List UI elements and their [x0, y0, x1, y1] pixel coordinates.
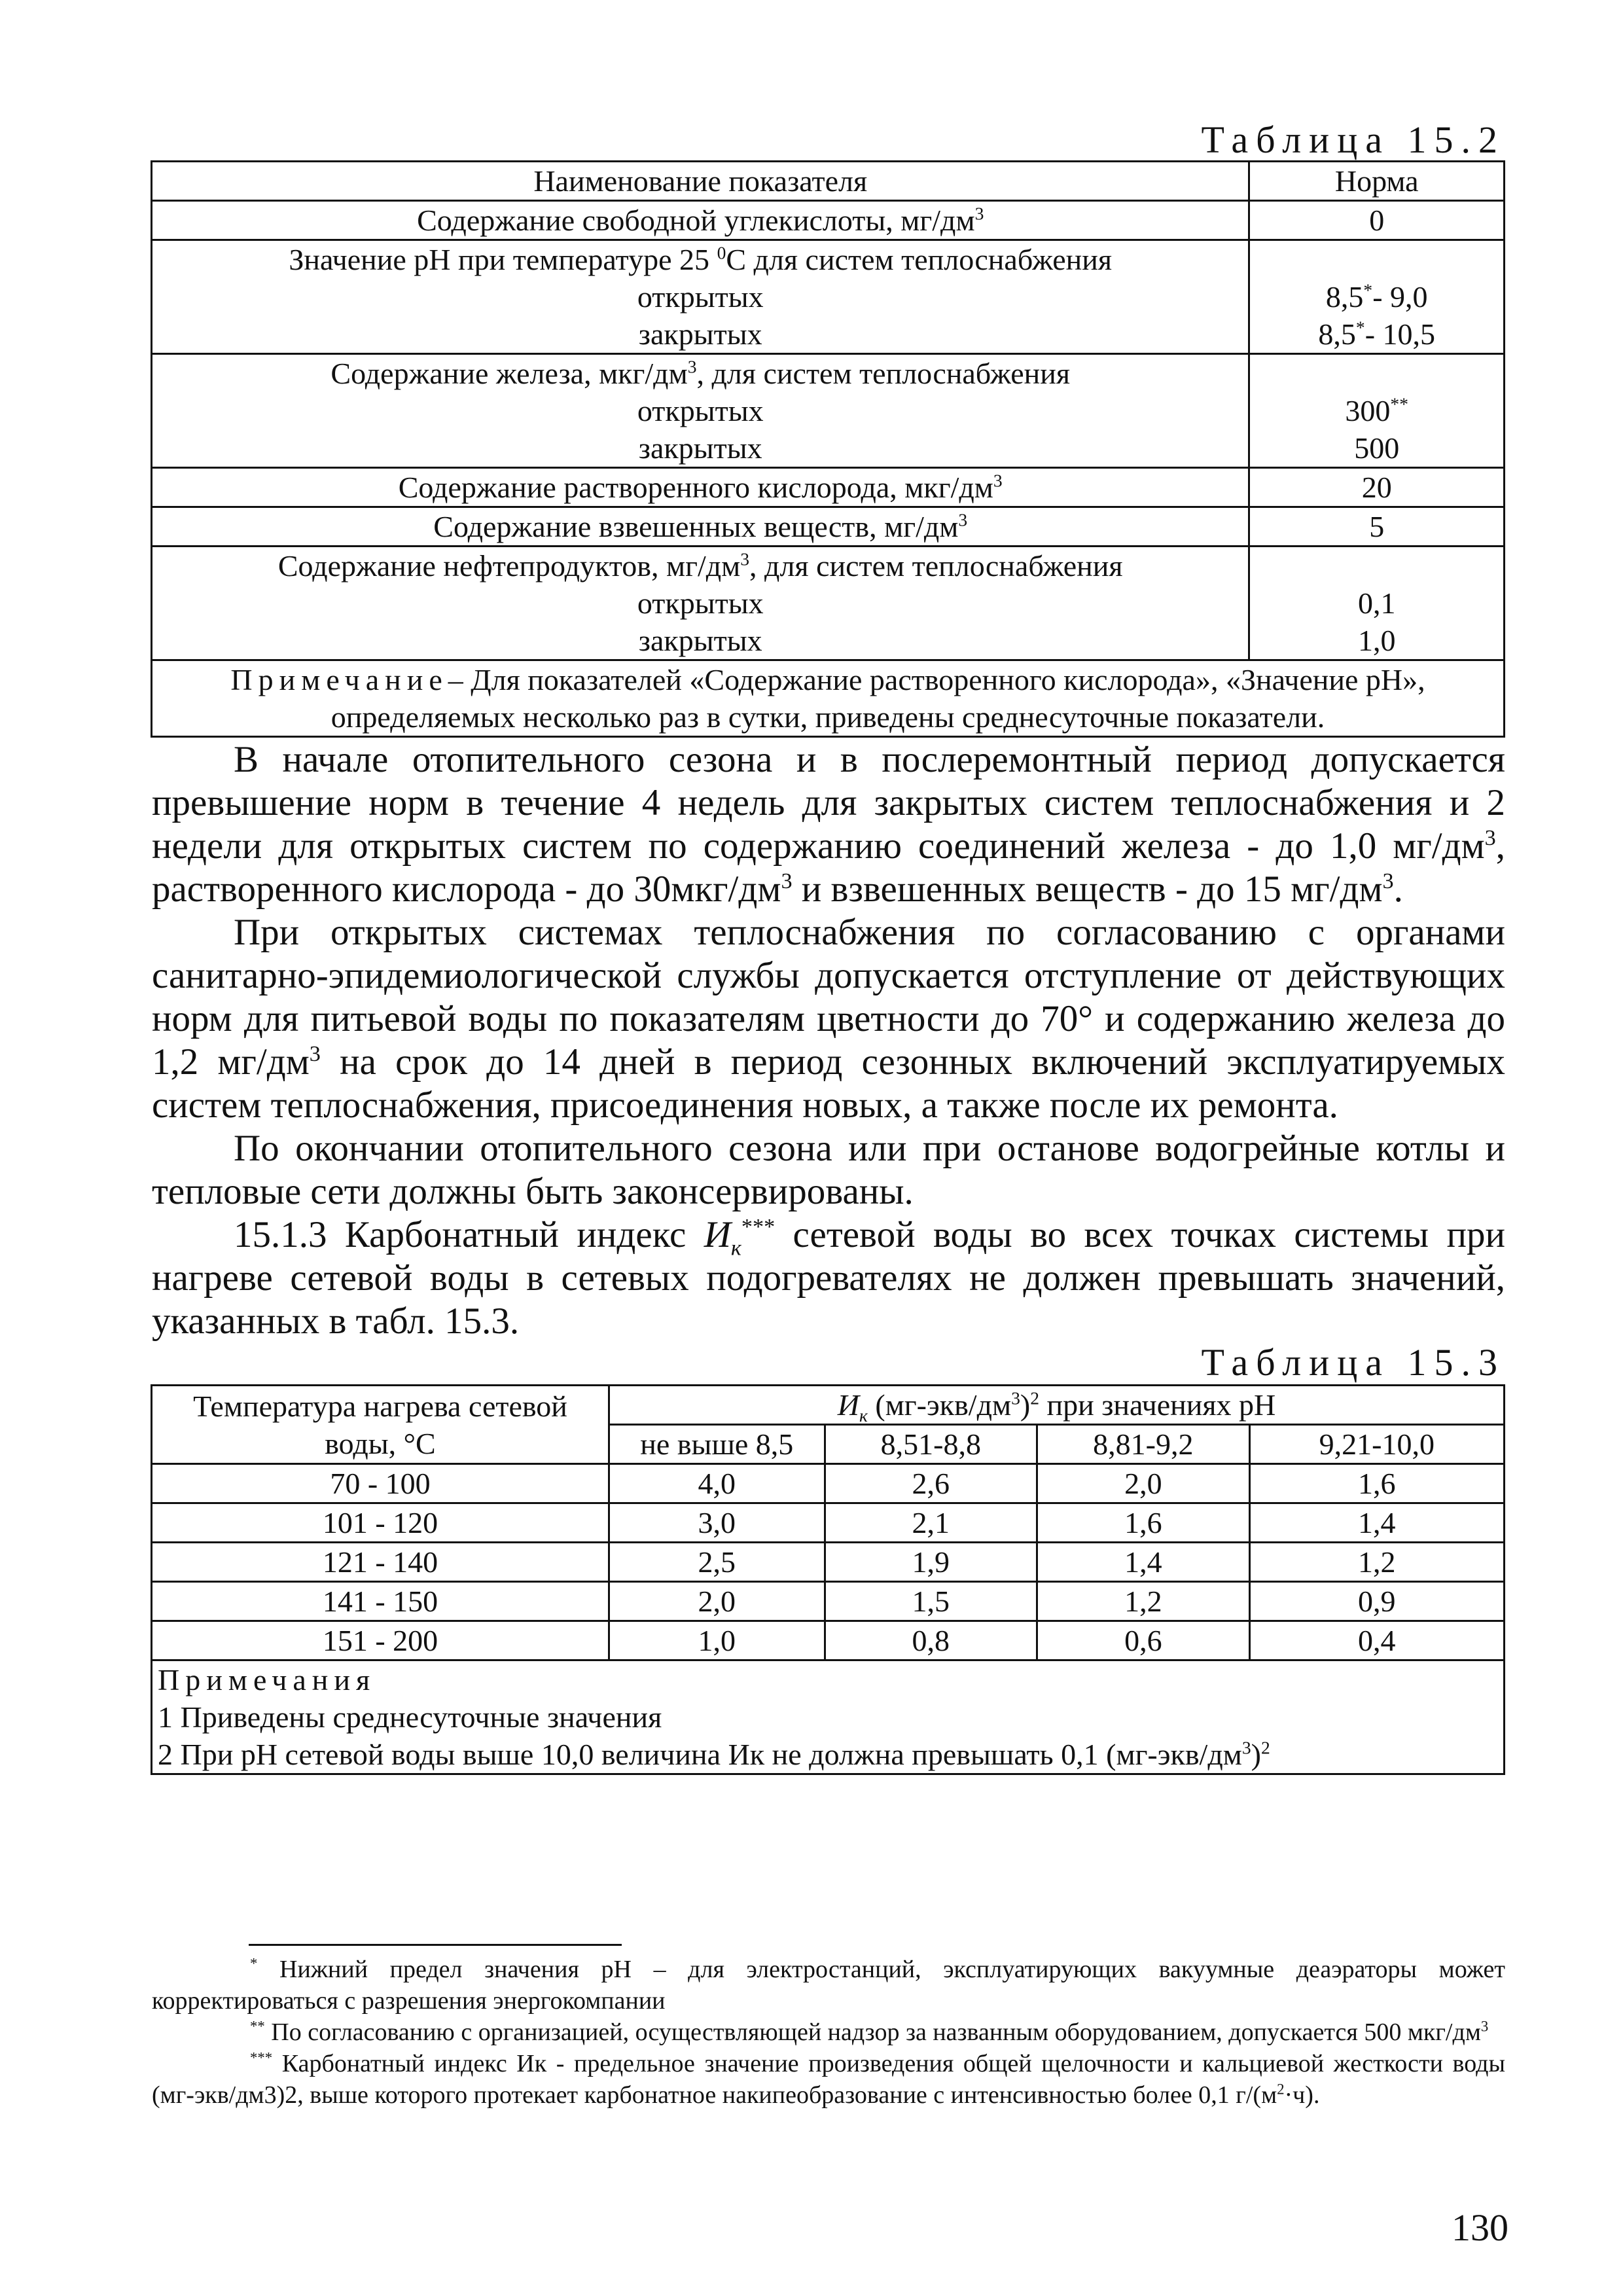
- ik-value: 0,9: [1249, 1582, 1504, 1621]
- footnote: *** Карбонатный индекс Ик - предельное значение произведения общей щелочности и кальциевой жесткости воды (мг-экв/дм3)2, выше которого протекает карбонатное накипеобразование с интенсивностью более 0,1 $г/(м^2\cdot ч)$.: [152, 2049, 1505, 2109]
- table-row: [152, 240, 1505, 354]
- ik-value: 4,0: [609, 1464, 825, 1503]
- ik-value: 1,2: [1249, 1543, 1504, 1582]
- indicator-name: Содержание железа, мкг/$дм^3$, для систем теплоснабжения открытых закрытых: [152, 354, 1249, 468]
- ik-value: 1,6: [1249, 1464, 1504, 1503]
- indicator-name: Содержание свободной углекислоты, $мг/дм^3$: [152, 201, 1249, 240]
- indicator-name: Значение pH при температуре 25 $^0$С для систем теплоснабжения открытых закрытых: [152, 240, 1249, 354]
- temperature-range: 101 - 120: [152, 1503, 609, 1543]
- header-ph-col: 8,81-9,2: [1037, 1425, 1250, 1464]
- table-row: [152, 1582, 1505, 1621]
- ik-value: 2,5: [609, 1543, 825, 1582]
- indicator-name: Содержание нефтепродуктов, $мг/дм^3$, для систем теплоснабжения открытых закрытых: [152, 547, 1249, 660]
- table-header-row: [152, 1386, 1505, 1425]
- ik-value: 1,0: [609, 1621, 825, 1660]
- temperature-range: 70 - 100: [152, 1464, 609, 1503]
- ik-value: 1,2: [1037, 1582, 1250, 1621]
- footnote: * Нижний предел значения pH – для электростанций, эксплуатирующих вакуумные деаэраторы может корректироваться с разрешения энергокомпании: [152, 1955, 1505, 2015]
- indicator-norm: 300** 500: [1249, 354, 1505, 468]
- table-header-row: [152, 162, 1505, 201]
- paragraph: По окончании отопительного сезона или при останове водогрейные котлы и тепловые сети должны быть законсервированы.: [152, 1128, 1505, 1212]
- table-15-2: [151, 160, 1505, 738]
- header-indicator-name: Наименование показателя: [152, 162, 1249, 201]
- ik-value: 1,4: [1037, 1543, 1250, 1582]
- ik-value: 1,4: [1249, 1503, 1504, 1543]
- indicator-norm: 0,1 1,0: [1249, 547, 1505, 660]
- indicator-name: Содержание растворенного кислорода, мкг/$дм^3$: [152, 468, 1249, 507]
- header-norm: Норма: [1249, 162, 1505, 201]
- table-row: [152, 1464, 1505, 1503]
- table-15-3-caption: Таблица 15.3: [1201, 1341, 1505, 1384]
- table-15-3: [151, 1384, 1505, 1775]
- table-row: [152, 201, 1505, 240]
- table-15-2-caption: Таблица 15.2: [1201, 118, 1505, 161]
- page-number: 130: [1452, 2206, 1508, 2249]
- ik-value: 1,6: [1037, 1503, 1250, 1543]
- ik-value: 2,1: [825, 1503, 1037, 1543]
- paragraph: В начале отопительного сезона и в послеремонтный период допускается превышение норм в течение 4 недель для закрытых систем теплоснабжения и 2 недели для открытых систем по содержанию соединений железа - до 1,0 $мг/дм^3$, растворенного кислорода - до $30мкг/дм^3$ и взвешенных веществ - до 15 $мг/дм^3$.: [152, 739, 1505, 910]
- table-row: [152, 547, 1505, 660]
- indicator-norm: 0: [1249, 201, 1505, 240]
- paragraph: 15.1.3 Карбонатный индекс $И_к^{***}$ сетевой воды во всех точках системы при нагреве сетевой воды в сетевых подогревателях не должен превышать значений, указанных в табл. 15.3.: [152, 1214, 1505, 1342]
- ik-value: 2,0: [609, 1582, 825, 1621]
- ik-value: 3,0: [609, 1503, 825, 1543]
- table-row: [152, 468, 1505, 507]
- table-row: [152, 1621, 1505, 1660]
- ik-value: 0,8: [825, 1621, 1037, 1660]
- table-note: Примечание– Для показателей «Содержание растворенного кислорода», «Значение pH», определяемых несколько раз в сутки, приведены среднесуточные показатели.: [152, 660, 1505, 737]
- indicator-norm: 5: [1249, 507, 1505, 547]
- paragraph: При открытых системах теплоснабжения по согласованию с органами санитарно-эпидемиологической службы допускается отступление от действующих норм для питьевой воды по показателям цветности до 70° и содержанию железа до 1,2 $мг/дм^3$ на срок до 14 дней в период сезонных включений эксплуатируемых систем теплоснабжения, присоединения новых, а также после их ремонта.: [152, 912, 1505, 1126]
- indicator-norm: 8,5*- 9,0 8,5*- 10,5: [1249, 240, 1505, 354]
- footnote: ** По согласованию с организацией, осуществляющей надзор за названным оборудованием, допускается 500 мкг/$дм^3$: [250, 2018, 1489, 2046]
- header-ik: $И_к$ $(мг-экв/дм^3)^2$ при значениях pH: [609, 1386, 1505, 1425]
- ik-value: 2,0: [1037, 1464, 1250, 1503]
- table-note-row: [152, 660, 1505, 737]
- table-row: [152, 1503, 1505, 1543]
- table-notes: Примечания 1 Приведены среднесуточные значения 2 При pH сетевой воды выше 10,0 величина Ик не должна превышать 0,1 $(мг-экв/дм^3)^2$: [152, 1660, 1505, 1774]
- ik-value: 2,6: [825, 1464, 1037, 1503]
- footnote-divider: [249, 1944, 622, 1946]
- footnotes: [152, 1954, 1505, 2111]
- indicator-norm: 20: [1249, 468, 1505, 507]
- ik-value: 1,9: [825, 1543, 1037, 1582]
- ik-value: 1,5: [825, 1582, 1037, 1621]
- table-row: [152, 507, 1505, 547]
- indicator-name: Содержание взвешенных веществ, $мг/дм^3$: [152, 507, 1249, 547]
- temperature-range: 141 - 150: [152, 1582, 609, 1621]
- header-ph-col: 9,21-10,0: [1249, 1425, 1504, 1464]
- ik-value: 0,4: [1249, 1621, 1504, 1660]
- table-notes-row: [152, 1660, 1505, 1774]
- table-row: [152, 1543, 1505, 1582]
- table-row: [152, 354, 1505, 468]
- header-ph-col: не выше 8,5: [609, 1425, 825, 1464]
- body-text: [152, 738, 1505, 1343]
- ik-value: 0,6: [1037, 1621, 1250, 1660]
- temperature-range: 151 - 200: [152, 1621, 609, 1660]
- header-ph-col: 8,51-8,8: [825, 1425, 1037, 1464]
- temperature-range: 121 - 140: [152, 1543, 609, 1582]
- header-temperature: Температура нагрева сетевой воды, °С: [152, 1386, 609, 1464]
